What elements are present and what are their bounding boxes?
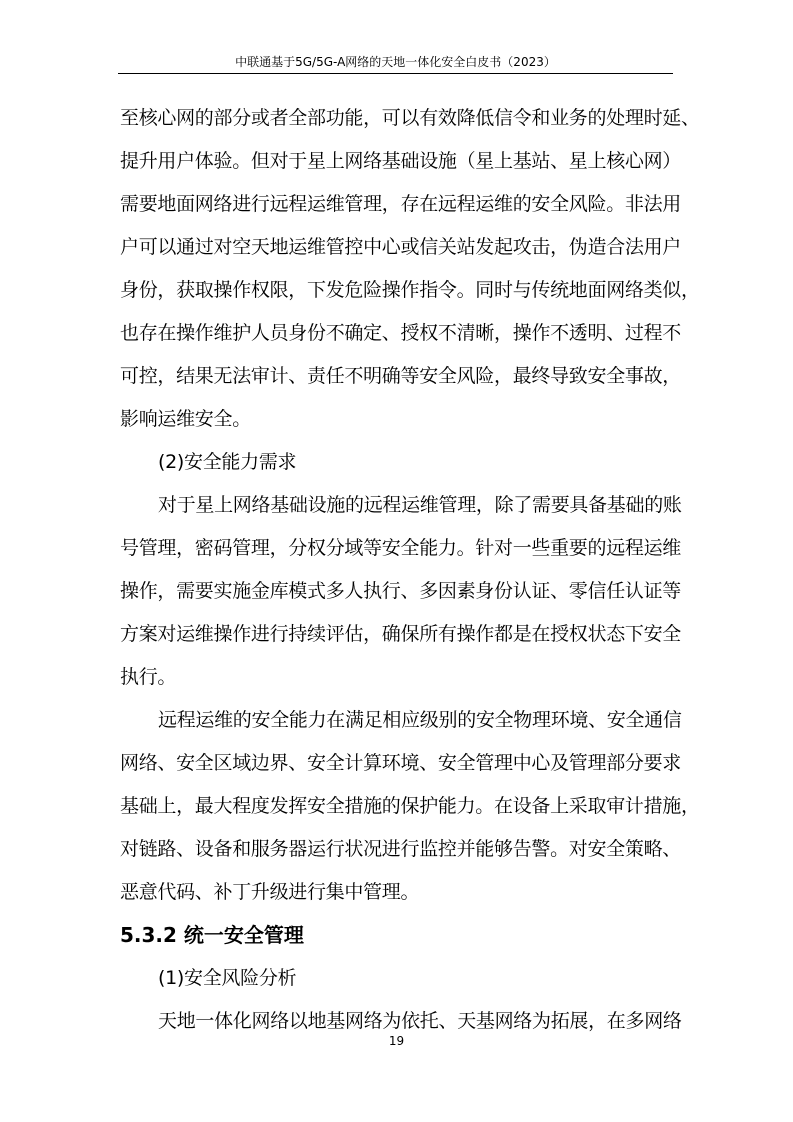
paragraph-line: 操作，需要实施金库模式多人执行、多因素身份认证、零信任认证等 [120, 580, 682, 602]
subsection-label: (1)安全风险分析 [158, 967, 297, 989]
paragraph-line: 号管理，密码管理，分权分域等安全能力。针对一些重要的远程运维 [120, 537, 682, 559]
paragraph-line: 至核心网的部分或者全部功能，可以有效降低信令和业务的处理时延、 [120, 107, 700, 129]
paragraph-line: 恶意代码、补丁升级进行集中管理。 [120, 881, 420, 903]
paragraph-line: 提升用户体验。但对于星上网络基础设施（星上基站、星上核心网） [120, 150, 682, 172]
subsection-label: (2)安全能力需求 [158, 451, 297, 473]
paragraph-line: 需要地面网络进行远程运维管理，存在远程运维的安全风险。非法用 [120, 193, 682, 215]
paragraph-line: 对链路、设备和服务器运行状况进行监控并能够告警。对安全策略、 [120, 838, 682, 860]
paragraph-line: 影响运维安全。 [120, 408, 251, 430]
paragraph-line: 天地一体化网络以地基网络为依托、天基网络为拓展，在多网络 [158, 1010, 682, 1032]
section-heading: 5.3.2 统一安全管理 [120, 923, 304, 947]
page-number: 19 [388, 1034, 405, 1048]
paragraph-line: 身份，获取操作权限，下发危险操作指令。同时与传统地面网络类似， [120, 279, 700, 301]
running-header: 中联通基于5G/5G-A网络的天地一体化安全白皮书（2023） [235, 55, 556, 69]
paragraph-line: 基础上，最大程度发挥安全措施的保护能力。在设备上采取审计措施， [120, 795, 700, 817]
paragraph-line: 户可以通过对空天地运维管控中心或信关站发起攻击，伪造合法用户 [120, 236, 682, 258]
paragraph-line: 可控，结果无法审计、责任不明确等安全风险，最终导致安全事故， [120, 365, 682, 387]
paragraph-line: 方案对运维操作进行持续评估，确保所有操作都是在授权状态下安全 [120, 623, 682, 645]
header-divider [118, 73, 673, 74]
paragraph-line: 远程运维的安全能力在满足相应级别的安全物理环境、安全通信 [158, 709, 682, 731]
paragraph-line: 网络、安全区域边界、安全计算环境、安全管理中心及管理部分要求 [120, 752, 682, 774]
paragraph-line: 对于星上网络基础设施的远程运维管理，除了需要具备基础的账 [158, 494, 682, 516]
paragraph-line: 也存在操作维护人员身份不确定、授权不清晰，操作不透明、过程不 [120, 322, 682, 344]
paragraph-line: 执行。 [120, 666, 177, 688]
